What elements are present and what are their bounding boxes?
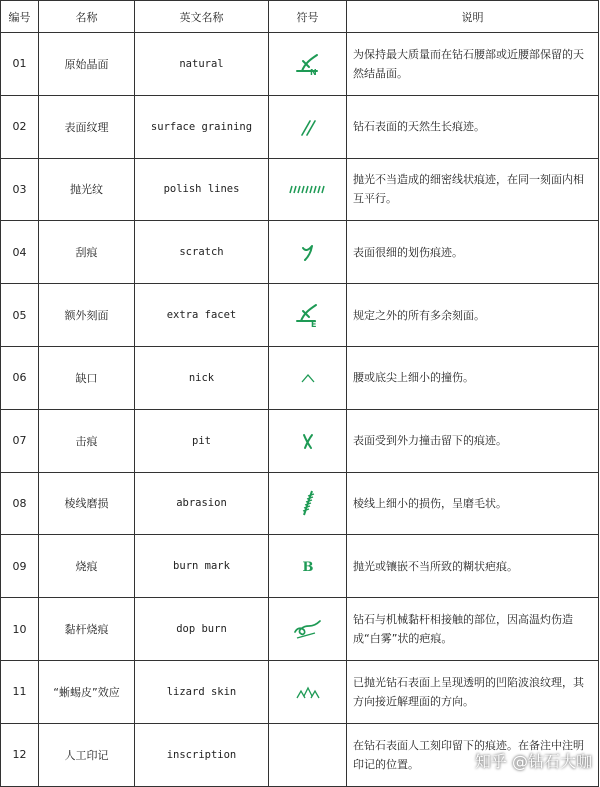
row-description: 表面很细的划伤痕迹。 bbox=[347, 221, 599, 284]
extra-facet-icon bbox=[293, 301, 323, 329]
row-name: 表面纹理 bbox=[39, 95, 135, 158]
row-description: 棱线上细小的损伤，呈磨毛状。 bbox=[347, 472, 599, 535]
row-english: pit bbox=[135, 409, 269, 472]
row-name: “蜥蜴皮”效应 bbox=[39, 660, 135, 723]
table-row bbox=[1, 284, 599, 347]
row-number: 11 bbox=[1, 660, 39, 723]
row-description: 抛光或镶嵌不当所致的糊状疤痕。 bbox=[347, 535, 599, 598]
row-number: 07 bbox=[1, 409, 39, 472]
header-english: 英文名称 bbox=[135, 1, 269, 33]
row-number: 03 bbox=[1, 158, 39, 221]
row-description: 腰或底尖上细小的撞伤。 bbox=[347, 346, 599, 409]
scratch-icon bbox=[296, 239, 320, 265]
svg-text:E: E bbox=[310, 320, 316, 330]
row-number: 05 bbox=[1, 284, 39, 347]
table-row bbox=[1, 660, 599, 723]
table-row bbox=[1, 472, 599, 535]
row-description: 规定之外的所有多余刻面。 bbox=[347, 284, 599, 347]
polish-lines-icon bbox=[288, 182, 328, 196]
row-english: natural bbox=[135, 33, 269, 96]
table-row bbox=[1, 346, 599, 409]
row-english: scratch bbox=[135, 221, 269, 284]
row-description: 为保持最大质量而在钻石腰部或近腰部保留的天然结晶面。 bbox=[347, 33, 599, 96]
table-row bbox=[1, 409, 599, 472]
svg-text:B: B bbox=[302, 560, 313, 576]
svg-text:N: N bbox=[309, 67, 317, 77]
row-english: inscription bbox=[135, 723, 269, 786]
table-row bbox=[1, 598, 599, 661]
watermark: 知乎 @钻石大咖 bbox=[474, 752, 592, 771]
row-number: 12 bbox=[1, 723, 39, 786]
row-description: 钻石表面的天然生长痕迹。 bbox=[347, 95, 599, 158]
row-english: nick bbox=[135, 346, 269, 409]
header-number: 编号 bbox=[1, 1, 39, 33]
row-number: 10 bbox=[1, 598, 39, 661]
table-row bbox=[1, 33, 599, 96]
header-symbol: 符号 bbox=[269, 1, 347, 33]
row-name: 额外刻面 bbox=[39, 284, 135, 347]
row-english: abrasion bbox=[135, 472, 269, 535]
table-row bbox=[1, 221, 599, 284]
surface-graining-icon bbox=[295, 114, 321, 140]
header-description: 说明 bbox=[347, 1, 599, 33]
row-name: 棱线磨损 bbox=[39, 472, 135, 535]
row-name: 刮痕 bbox=[39, 221, 135, 284]
empty-symbol-cell bbox=[269, 723, 347, 786]
row-english: lizard skin bbox=[135, 660, 269, 723]
row-name: 人工印记 bbox=[39, 723, 135, 786]
row-english: surface graining bbox=[135, 95, 269, 158]
row-description: 表面受到外力撞击留下的痕迹。 bbox=[347, 409, 599, 472]
row-name: 原始晶面 bbox=[39, 33, 135, 96]
row-name: 缺口 bbox=[39, 346, 135, 409]
row-number: 02 bbox=[1, 95, 39, 158]
row-english: extra facet bbox=[135, 284, 269, 347]
abrasion-icon bbox=[296, 488, 320, 518]
header-name: 名称 bbox=[39, 1, 135, 33]
row-description: 抛光不当造成的细密线状痕迹，在同一刻面内相互平行。 bbox=[347, 158, 599, 221]
row-english: burn mark bbox=[135, 535, 269, 598]
row-name: 黏杆烧痕 bbox=[39, 598, 135, 661]
header-row bbox=[1, 1, 599, 33]
nick-icon bbox=[298, 368, 318, 388]
row-number: 09 bbox=[1, 535, 39, 598]
row-description: 钻石与机械黏杆相接触的部位，因高温灼伤造成“白雾”状的疤痕。 bbox=[347, 598, 599, 661]
row-number: 08 bbox=[1, 472, 39, 535]
pit-icon bbox=[298, 430, 318, 452]
row-name: 烧痕 bbox=[39, 535, 135, 598]
row-number: 01 bbox=[1, 33, 39, 96]
burn-mark-icon bbox=[298, 556, 318, 576]
row-name: 抛光纹 bbox=[39, 158, 135, 221]
row-number: 04 bbox=[1, 221, 39, 284]
row-name: 击痕 bbox=[39, 409, 135, 472]
row-english: polish lines bbox=[135, 158, 269, 221]
table-row bbox=[1, 95, 599, 158]
dop-burn-icon bbox=[291, 616, 325, 642]
table-row bbox=[1, 535, 599, 598]
table-row bbox=[1, 158, 599, 221]
lizard-skin-icon bbox=[294, 681, 322, 703]
row-description: 已抛光钻石表面上呈现透明的凹陷波浪纹理，其方向接近解理面的方向。 bbox=[347, 660, 599, 723]
row-description: 在钻石表面人工刻印留下的痕迹。在备注中注明印记的位置。 bbox=[347, 723, 599, 786]
row-number: 06 bbox=[1, 346, 39, 409]
row-english: dop burn bbox=[135, 598, 269, 661]
natural-icon bbox=[293, 51, 323, 77]
